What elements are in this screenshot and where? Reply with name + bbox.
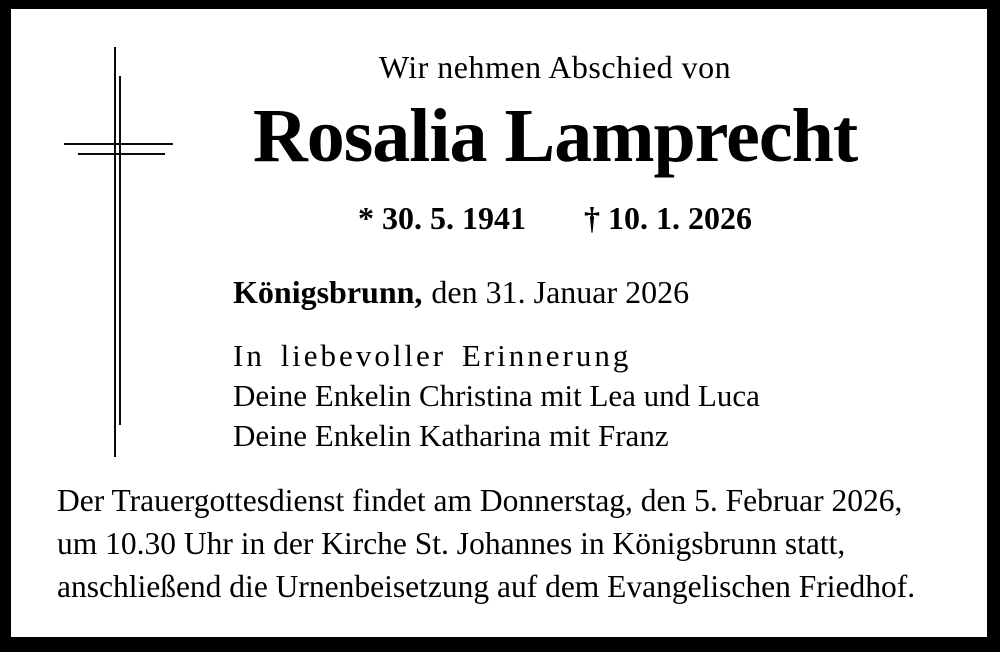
place-date-line xyxy=(233,274,689,310)
life-dates-row xyxy=(225,200,885,236)
birth-date: * 30. 5. 1941 xyxy=(358,200,526,236)
farewell-intro-text: Wir nehmen Abschied von xyxy=(378,49,732,85)
deceased-name: Rosalia Lamprecht xyxy=(252,94,858,178)
cross-horizontal-line-long xyxy=(64,143,173,145)
service-line: Der Trauergottesdienst findet am Donnerstag, den 5. Februar 2026, xyxy=(57,483,903,518)
service-line: anschließend die Urnenbeisetzung auf dem Evangelischen Friedhof. xyxy=(57,569,916,604)
notice-date: den 31. Januar 2026 xyxy=(431,274,690,310)
mourner-line: Deine Enkelin Christina mit Lea und Luca xyxy=(233,378,760,413)
place-name: Königsbrunn, xyxy=(233,274,423,310)
death-date: † 10. 1. 2026 xyxy=(584,200,752,236)
mourner-line: Deine Enkelin Katharina mit Franz xyxy=(233,418,669,453)
service-line: um 10.30 Uhr in der Kirche St. Johannes in Königsbrunn statt, xyxy=(57,526,846,561)
cross-vertical-line-long xyxy=(114,47,116,457)
remembrance-block xyxy=(233,336,760,456)
service-details-paragraph xyxy=(57,479,915,608)
remembrance-title: In liebevoller Erinnerung xyxy=(233,338,632,373)
cross-horizontal-line-short xyxy=(78,153,165,155)
cross-vertical-line-short xyxy=(119,76,121,425)
